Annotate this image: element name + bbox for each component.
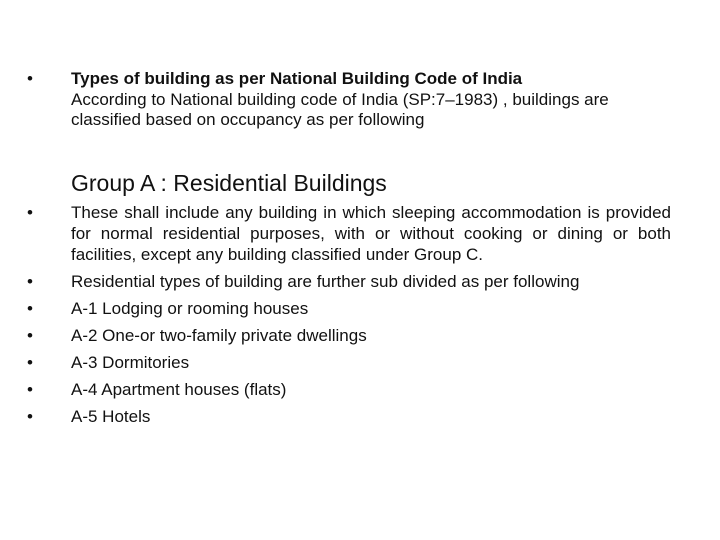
bullet-icon: •: [27, 203, 33, 222]
list-item: [27, 406, 677, 428]
bullet-icon: •: [27, 69, 33, 88]
group-heading: Group A : Residential Buildings: [71, 170, 387, 196]
list-item: [27, 352, 677, 374]
list-item-text: A-5 Hotels: [71, 407, 151, 426]
list-item: [27, 298, 677, 320]
intro-paragraph: According to National building code of India (SP:7–1983) , buildings are classified based on occupancy as per following: [71, 90, 609, 129]
list-item: [27, 379, 677, 401]
bullet-icon: •: [27, 272, 33, 291]
list-item-text: Residential types of building are further sub divided as per following: [71, 272, 580, 291]
bullet-icon: •: [27, 407, 33, 426]
bullet-icon: •: [27, 326, 33, 345]
intro-title: Types of building as per National Building Code of India: [71, 69, 523, 88]
list-item-text: A-3 Dormitories: [71, 353, 190, 372]
list-item: [27, 325, 677, 347]
bullet-icon: •: [27, 299, 33, 318]
list-item: [27, 271, 677, 293]
intro-bullet: [27, 68, 687, 90]
bullet-list: [27, 202, 677, 428]
list-item-text: A-1 Lodging or rooming houses: [71, 299, 309, 318]
intro-block: [27, 68, 687, 130]
list-item: [27, 202, 677, 265]
bullet-icon: •: [27, 353, 33, 372]
list-item-text: These shall include any building in which sleeping accommodation is provided for normal residential purposes, with or without cooking or dining or both facilities, except any building classified under Group C.: [71, 203, 671, 264]
list-item-text: A-4 Apartment houses (flats): [71, 380, 287, 399]
list-item-text: A-2 One-or two-family private dwellings: [71, 326, 367, 345]
bullet-icon: •: [27, 380, 33, 399]
